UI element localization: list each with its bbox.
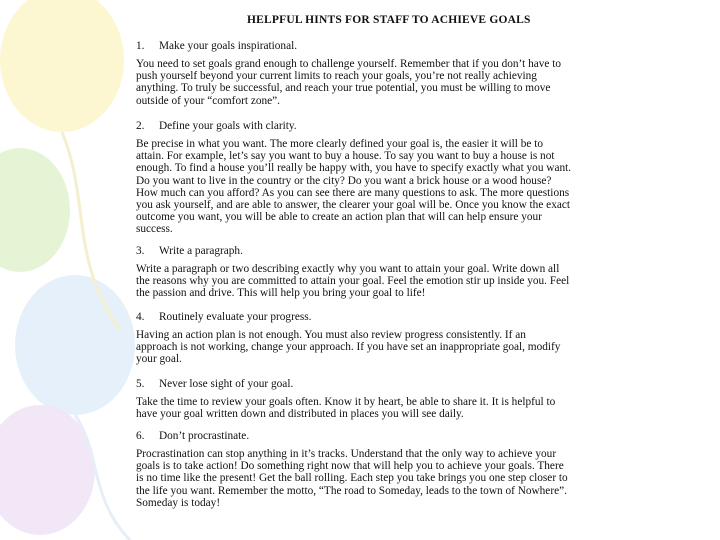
- paragraph-line: attain. For example, let’s say you want to buy a house. To say you want to buy a house is not: [136, 150, 555, 163]
- paragraph-line: enough. To find a house you’ll really be happy with, you have to specify exactly what you want.: [136, 162, 572, 175]
- hint-section: [136, 40, 561, 107]
- paragraph-line: Having an action plan is not enough. You must also review progress consistently. If an: [136, 329, 526, 341]
- paragraph-line: anything. To truly be successful, and reach your true potential, you must be willing to move: [136, 82, 551, 95]
- hint-heading: [136, 120, 571, 138]
- paragraph-line: How much can you afford? As you can see there are many questions to ask. The more questions: [136, 186, 570, 199]
- paragraph-line: have your goal written down and distributed in places you will see daily.: [136, 408, 464, 421]
- paragraph-line: is no time like the present! Get the ball rolling. Each step you take brings you one step closer to: [136, 472, 568, 485]
- paragraph-line: the passion and drive. This will help you bring your goal to life!: [136, 287, 426, 300]
- paragraph-line: Someday is today!: [136, 496, 221, 509]
- hint-heading: [136, 378, 555, 396]
- hint-heading-text: Never lose sight of your goal.: [159, 378, 294, 390]
- paragraph-line: goals is to take action! Do something right now that will help you to achieve your goals. There: [136, 460, 564, 473]
- hint-section: [136, 378, 555, 420]
- hint-heading-text: Routinely evaluate your progress.: [159, 311, 312, 323]
- paragraph-line: Write a paragraph or two describing exactly why you want to attain your goal. Write down all: [136, 263, 560, 275]
- hint-section: [136, 430, 568, 509]
- paragraph-line: approach is not working, change your approach. If you have set an inappropriate goal, modify: [136, 341, 561, 354]
- hint-heading-text: Write a paragraph.: [159, 245, 243, 257]
- paragraph-line: Take the time to review your goals often. Know it by heart, be able to share it. It is helpful to: [136, 396, 556, 408]
- blue-balloon: [15, 275, 135, 415]
- hint-heading: [136, 430, 568, 448]
- hint-heading: [136, 245, 569, 263]
- paragraph-line: Procrastination can stop anything in it’s tracks. Understand that the only way to achieve your: [136, 448, 557, 460]
- hint-heading: [136, 311, 560, 329]
- paragraph-line: the life you want. Remember the motto, “The road to Someday, leads to the town of Nowhere”.: [136, 484, 567, 497]
- hint-heading-text: Don’t procrastinate.: [159, 430, 250, 442]
- paragraph-line: your goal.: [136, 353, 182, 366]
- hint-heading-text: Make your goals inspirational.: [159, 40, 298, 52]
- document-title: HELPFUL HINTS FOR STAFF TO ACHIEVE GOALS: [247, 14, 531, 26]
- hint-heading-text: Define your goals with clarity.: [159, 120, 297, 132]
- yellow-balloon: [0, 0, 124, 132]
- paragraph-line: success.: [136, 223, 173, 236]
- hint-number: 1.: [136, 40, 145, 52]
- paragraph-line: Be precise in what you want. The more clearly defined your goal is, the easier it will be to: [136, 138, 543, 150]
- paragraph-line: Do you want to live in the country or the city? Do you want a brick house or a wood house?: [136, 174, 552, 187]
- paragraph-line: the reasons why you are committed to attain your goal. Feel the emotion stir up inside you. Feel: [136, 275, 570, 288]
- hint-number: 5.: [136, 378, 145, 390]
- paragraph-line: outside of your “comfort zone”.: [136, 94, 280, 107]
- paragraph-line: You need to set goals grand enough to challenge yourself. Remember that if you don’t have to: [136, 58, 562, 70]
- paragraph-line: push yourself beyond your current limits to reach your goals, you’re not really achieving: [136, 70, 537, 83]
- hint-number: 2.: [136, 120, 145, 132]
- hint-section: [136, 245, 569, 300]
- hint-number: 6.: [136, 430, 145, 442]
- paragraph-line: outcome you want, you will be able to create an action plan that will can help ensure your: [136, 211, 542, 224]
- hint-heading: [136, 40, 561, 58]
- hint-section: [136, 311, 560, 366]
- hint-number: 4.: [136, 311, 145, 323]
- green-balloon: [0, 148, 70, 272]
- hint-number: 3.: [136, 245, 145, 257]
- hint-section: [136, 120, 571, 236]
- paragraph-line: you ask yourself, and are able to answer, the clearer your goal will be. Once you know the exact: [136, 199, 571, 212]
